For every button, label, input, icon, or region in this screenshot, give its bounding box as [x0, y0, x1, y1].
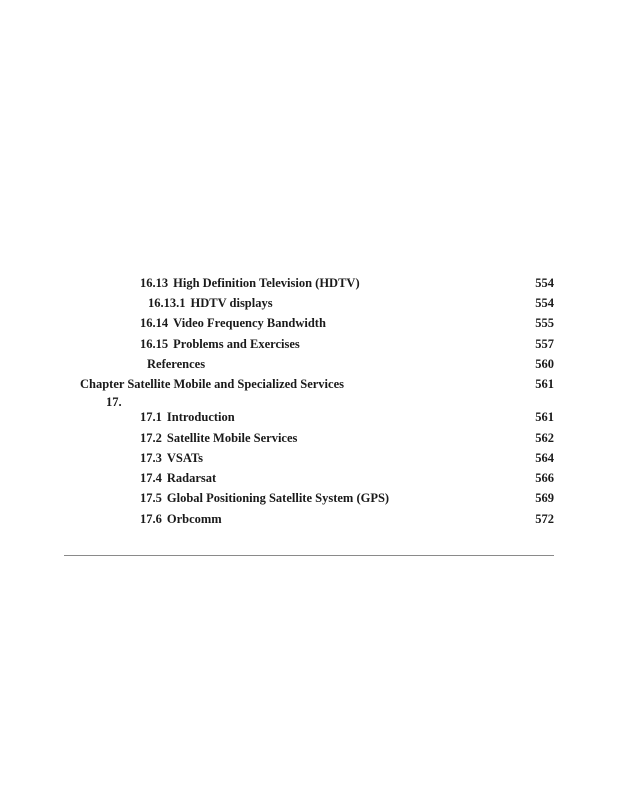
page-number: 554	[535, 276, 554, 290]
page-number: 561	[535, 410, 554, 424]
page-number: 557	[535, 337, 554, 351]
section-title: HDTV displays	[190, 296, 273, 310]
section-title: References	[147, 357, 206, 371]
section-number: 17.4	[140, 471, 162, 485]
section-title: Introduction	[166, 410, 235, 424]
section-title: Video Frequency Bandwidth	[173, 316, 326, 330]
section-number: 16.14	[140, 316, 169, 330]
toc-entry-17-5[interactable]	[0, 489, 617, 507]
section-number: 16.13	[140, 276, 169, 290]
toc-entry-label	[140, 408, 235, 426]
section-title: Orbcomm	[166, 512, 222, 526]
toc-entry-label	[148, 294, 273, 312]
page-number: 561	[535, 377, 554, 391]
page-number: 564	[535, 451, 554, 465]
toc-entry-label	[140, 274, 360, 292]
toc-entry-references[interactable]	[0, 355, 617, 373]
section-number: 16.13.1	[148, 296, 186, 310]
section-number: 16.15	[140, 337, 169, 351]
toc-entry-label	[140, 335, 300, 353]
toc-entry-label	[140, 449, 203, 467]
toc-entry-chapter-17[interactable]	[0, 375, 617, 409]
toc-entry-label	[140, 510, 222, 528]
chapter-number: 17.	[106, 395, 122, 409]
toc-entry-16-13[interactable]	[0, 274, 617, 292]
toc-entry-17-2[interactable]	[0, 429, 617, 447]
page-number: 562	[535, 431, 554, 445]
chapter-label	[80, 375, 344, 393]
horizontal-rule	[64, 555, 554, 556]
toc-entry-16-14[interactable]	[0, 314, 617, 332]
toc-entry-16-13-1[interactable]	[0, 294, 617, 312]
section-title: Problems and Exercises	[173, 337, 300, 351]
section-title: Radarsat	[166, 471, 217, 485]
toc-entry-label	[140, 429, 297, 447]
section-title: High Definition Television (HDTV)	[173, 276, 360, 290]
toc-entry-17-1[interactable]	[0, 408, 617, 426]
page-number: 560	[535, 357, 554, 371]
section-number: 17.3	[140, 451, 162, 465]
toc-entry-17-3[interactable]	[0, 449, 617, 467]
toc-entry-label	[140, 469, 216, 487]
section-title: Global Positioning Satellite System (GPS)	[166, 491, 390, 505]
toc-entry-label	[140, 314, 326, 332]
chapter-title: Satellite Mobile and Specialized Services	[127, 377, 344, 391]
page-number: 569	[535, 491, 554, 505]
toc-entry-17-4[interactable]	[0, 469, 617, 487]
page-number: 566	[535, 471, 554, 485]
section-number: 17.1	[140, 410, 162, 424]
chapter-prefix: Chapter	[80, 377, 125, 391]
section-title: Satellite Mobile Services	[166, 431, 298, 445]
page-number: 572	[535, 512, 554, 526]
toc-entry-17-6[interactable]	[0, 510, 617, 528]
section-number: 17.2	[140, 431, 162, 445]
page-number: 555	[535, 316, 554, 330]
toc-entry-label	[140, 489, 389, 507]
section-title: VSATs	[166, 451, 204, 465]
section-number: 17.6	[140, 512, 162, 526]
page-number: 554	[535, 296, 554, 310]
toc-entry-16-15[interactable]	[0, 335, 617, 353]
section-number: 17.5	[140, 491, 162, 505]
